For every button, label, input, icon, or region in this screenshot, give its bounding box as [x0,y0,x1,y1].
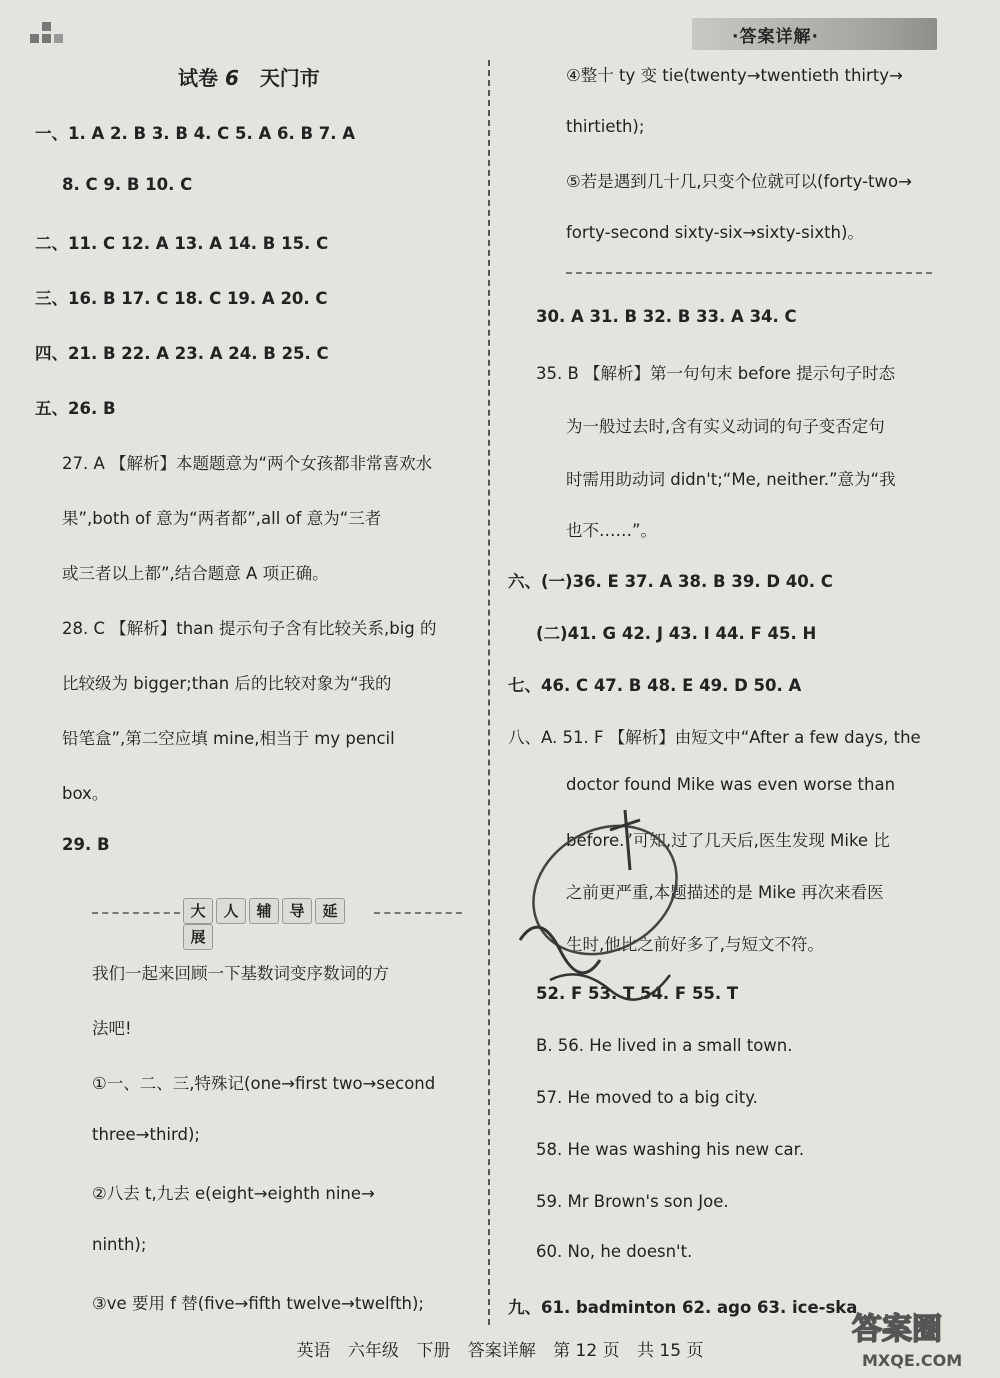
explanation-line: 八、A. 51. F 【解析】由短文中“After a few days, the [508,728,921,747]
answer-line: (二)41. G 42. J 43. I 44. F 45. H [536,624,817,643]
section-separator [92,912,180,914]
explanation-line: 之前更严重,本题描述的是 Mike 再次来看医 [566,883,884,902]
answer-line: 七、46. C 47. B 48. E 49. D 50. A [508,676,802,695]
title-number: 6 [224,66,239,90]
explanation-line: 27. A 【解析】本题题意为“两个女孩都非常喜欢水 [62,454,433,473]
handwritten-stamp [490,790,720,1020]
extension-char: 辅 [249,898,279,924]
svg-text:MXQE.COM: MXQE.COM [862,1351,963,1370]
footer-grade: 六年级 [347,1341,399,1361]
explanation-line: before.”可知,过了几天后,医生发现 Mike 比 [566,831,890,850]
answer-line: 60. No, he doesn't. [536,1242,693,1261]
extension-line: ③ve 要用 f 替(five→fifth twelve→twelfth); [92,1294,424,1313]
footer-page: 第 12 页 [553,1341,620,1361]
explanation-line: box。 [62,784,109,803]
extension-title [183,898,369,946]
header-badge [692,18,937,50]
extension-line: 我们一起来回顾一下基数词变序数词的方 [92,964,389,983]
explanation-line: 铅笔盒”,第二空应填 mine,相当于 my pencil [62,729,395,748]
explanation-line: doctor found Mike was even worse than [566,775,896,794]
answer-line: 五、26. B [35,399,116,418]
title-label: 试卷 [178,66,218,90]
footer-subject: 英语 [296,1341,331,1361]
explanation-line: 生时,他比之前好多了,与短文不符。 [566,935,824,954]
answer-line: 二、11. C 12. A 13. A 14. B 15. C [35,234,329,253]
extension-line: ④整十 ty 变 tie(twenty→twentieth thirty→ [566,66,903,85]
footer-volume: 下册 [416,1341,451,1361]
explanation-line: 也不……”。 [566,521,658,540]
extension-line: ①一、二、三,特殊记(one→first two→second [92,1074,436,1093]
explanation-line: 时需用助动词 didn't;“Me, neither.”意为“我 [566,470,896,489]
extension-line: 法吧! [92,1019,132,1038]
answer-line: 四、21. B 22. A 23. A 24. B 25. C [35,344,329,363]
extension-line: ⑤若是遇到几十几,只变个位就可以(forty-two→ [566,172,912,191]
answer-line: 52. F 53. T 54. F 55. T [536,984,739,1003]
extension-line: thirtieth); [566,117,645,136]
answer-line: 59. Mr Brown's son Joe. [536,1192,729,1211]
extension-line: ninth); [92,1235,147,1254]
footer-label: 答案详解 [467,1341,536,1361]
page-title [178,62,320,91]
extension-char: 展 [183,924,213,950]
extension-char: 人 [216,898,246,924]
header-badge-text: ·答案详解· [732,27,819,47]
extension-line: three→third); [92,1125,200,1144]
explanation-line: 28. C 【解析】than 提示句子含有比较关系,big 的 [62,619,437,638]
watermark-logo [842,1304,992,1374]
answer-line: 29. B [62,835,110,854]
extension-line: ②八去 t,九去 e(eight→eighth nine→ [92,1184,375,1203]
extension-char: 延 [315,898,345,924]
title-city: 天门市 [259,66,320,90]
answer-line: B. 56. He lived in a small town. [536,1036,793,1055]
explanation-line: 为一般过去时,含有实义动词的句子变否定句 [566,417,885,436]
section-separator [374,912,462,914]
svg-text:答案圈: 答案圈 [852,1312,942,1347]
extension-char: 大 [183,898,213,924]
explanation-line: 果”,both of 意为“两者都”,all of 意为“三者 [62,509,382,528]
explanation-line: 35. B 【解析】第一句句末 before 提示句子时态 [536,364,896,383]
answer-line: 三、16. B 17. C 18. C 19. A 20. C [35,289,328,308]
extension-line: forty-second sixty-six→sixty-sixth)。 [566,223,864,242]
answer-line: 六、(一)36. E 37. A 38. B 39. D 40. C [508,572,833,591]
extension-char: 导 [282,898,312,924]
explanation-line: 或三者以上都”,结合题意 A 项正确。 [62,564,329,583]
answer-line: 58. He was washing his new car. [536,1140,805,1159]
answer-line: 一、1. A 2. B 3. B 4. C 5. A 6. B 7. A [35,124,356,143]
corner-decoration [30,22,70,52]
column-divider [488,60,490,1325]
answer-line: 九、61. badminton 62. ago 63. ice-ska [508,1298,858,1317]
answer-line: 30. A 31. B 32. B 33. A 34. C [536,307,797,326]
answer-line: 8. C 9. B 10. C [62,175,193,194]
section-separator [566,272,932,274]
answer-line: 57. He moved to a big city. [536,1088,758,1107]
footer-total: 共 15 页 [637,1341,704,1361]
explanation-line: 比较级为 bigger;than 后的比较对象为“我的 [62,674,392,693]
